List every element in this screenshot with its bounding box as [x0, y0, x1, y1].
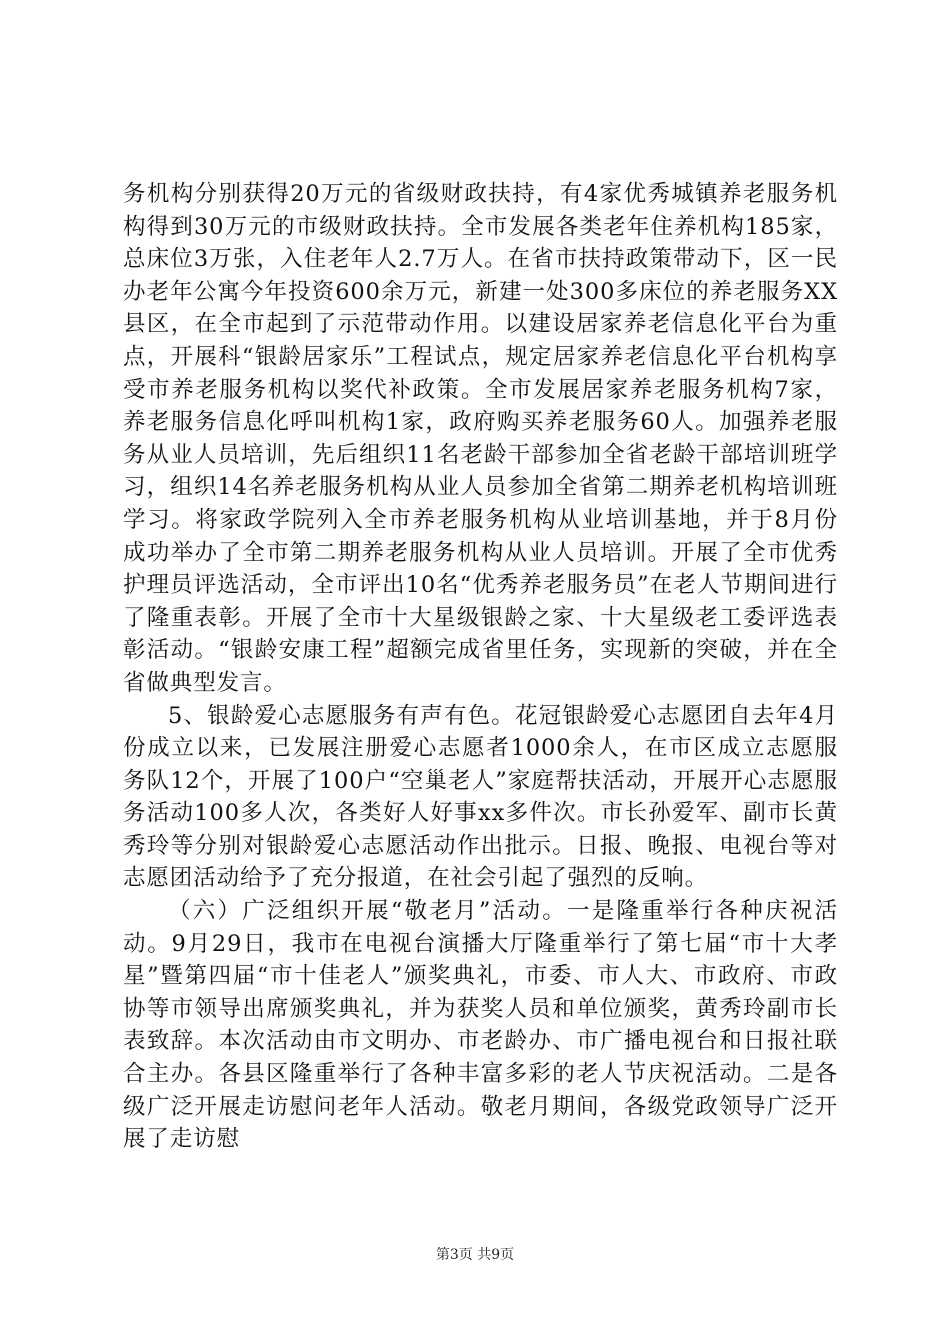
paragraph-elder-care-institutions: 务机构分别获得20万元的省级财政扶持，有4家优秀城镇养老服务机构得到30万元的市级财政扶持。全市发展各类老年住养机构185家，总床位3万张，入住老年人2.7万人。在省市扶持政策带动下，区一民办老年公寓今年投资600余万元，新建一处300多床位的养老服务XX县区，在全市起到了示范带动作用。以建设居家养老信息化平台为重点，开展科“银龄居家乐”工程试点，规定居家养老信息化平台机构享受市养老服务机构以奖代补政策。全市发展居家养老服务机构7家，养老服务信息化呼叫机构1家，政府购买养老服务60人。加强养老服务从业人员培训，先后组织11名老龄干部参加全省老龄干部培训班学习，组织14名养老服务机构从业人员参加全省第二期养老机构培训班学习。将家政学院列入全市养老服务机构从业培训基地，并于8月份成功举办了全市第二期养老服务机构从业人员培训。开展了全市优秀护理员评选活动，全市评出10名“优秀养老服务员”在老人节期间进行了隆重表彰。开展了全市十大星级银龄之家、十大星级老工委评选表彰活动。“银龄安康工程”超额完成省里任务，实现新的突破，并在全省做典型发言。	[123, 181, 838, 696]
page-number-footer: 第3页 共9页	[435, 1247, 515, 1263]
document-body	[123, 178, 838, 1156]
paragraph-respect-elders-month: （六）广泛组织开展“敬老月”活动。一是隆重举行各种庆祝活动。9月29日，我市在电视台演播大厅隆重举行了第七届“市十大孝星”暨第四届“市十佳老人”颁奖典礼，市委、市人大、市政府、市政协等市领导出席颁奖典礼，并为获奖人员和单位颁奖，黄秀玲副市长表致辞。本次活动由市文明办、市老龄办、市广播电视台和日报社联合主办。各县区隆重举行了各种丰富多彩的老人节庆祝活动。二是各级广泛开展走访慰问老年人活动。敬老月期间，各级党政领导广泛开展了走访慰	[123, 898, 838, 1153]
paragraph-volunteer-service: 5、银龄爱心志愿服务有声有色。花冠银龄爱心志愿团自去年4月份成立以来，已发展注册爱心志愿者1000余人，在市区成立志愿服务队12个，开展了100户“空巢老人”家庭帮扶活动，开展开心志愿服务活动100多人次，各类好人好事xx多件次。市长孙爱军、副市长黄秀玲等分别对银龄爱心志愿活动作出批示。日报、晚报、电视台等对志愿团活动给予了充分报道，在社会引起了强烈的反响。	[123, 702, 838, 892]
